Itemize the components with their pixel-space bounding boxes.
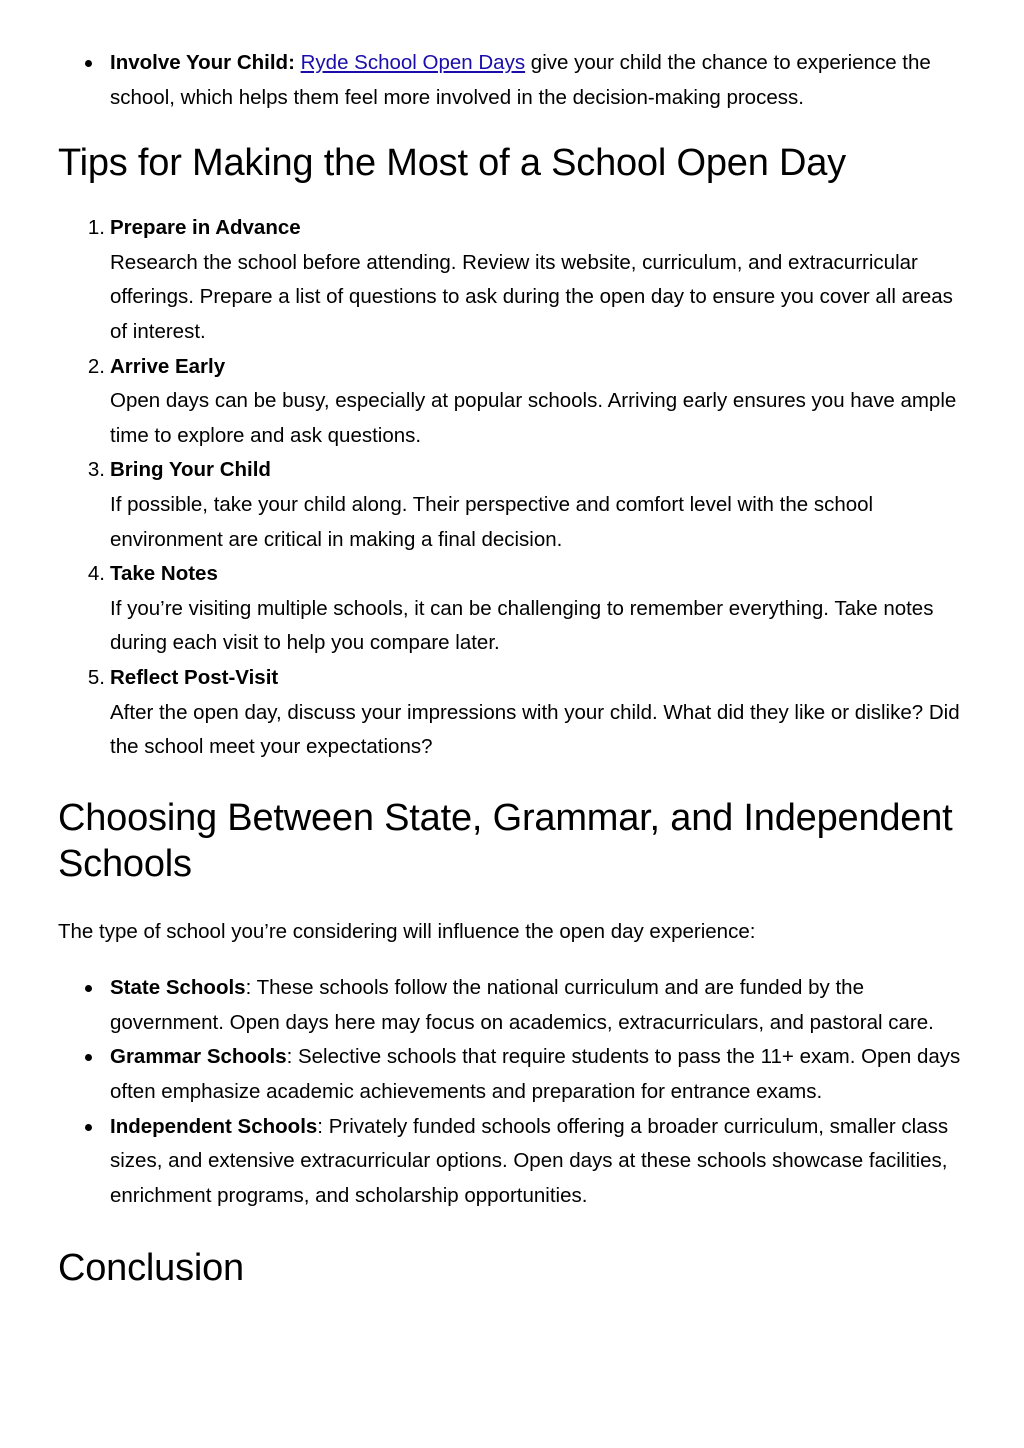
bullet-dot — [85, 985, 92, 992]
tip-item — [58, 453, 970, 557]
tip-item — [58, 661, 970, 765]
choosing-heading-line2: Schools — [58, 842, 192, 885]
bullet-dot — [85, 1124, 92, 1131]
intro-bullet-list — [58, 46, 970, 115]
tip-number: 5. — [87, 665, 105, 689]
tip-text: If you’re visiting multiple schools, it can be challenging to remember everything. Take notes during each visit to help you compare later. — [110, 596, 934, 655]
tip-item — [58, 350, 970, 454]
tip-text: After the open day, discuss your impressions with your child. What did they like or dislike? Did the school meet your expectations? — [110, 700, 960, 759]
list-item — [58, 1110, 970, 1214]
tip-title: Arrive Early — [110, 354, 226, 378]
list-item — [58, 1040, 970, 1109]
school-types-list — [58, 971, 970, 1213]
conclusion-heading: Conclusion — [58, 1247, 244, 1290]
school-type-label: Independent Schools — [110, 1114, 318, 1138]
ryde-open-days-link[interactable]: Ryde School Open Days — [300, 51, 526, 74]
choosing-heading-line1: Choosing Between State, Grammar, and Independent — [58, 796, 953, 839]
bullet-dot — [85, 60, 92, 67]
tip-number: 4. — [87, 562, 105, 586]
tip-title: Bring Your Child — [110, 458, 271, 482]
school-type-text: : Selective schools that require students to pass the 11+ exam. Open days often emphasize academic achievements and preparation for entrance exams. — [110, 1045, 961, 1104]
list-item — [58, 971, 970, 1040]
tips-list — [58, 211, 970, 765]
bullet-label: Involve Your Child: — [110, 51, 295, 74]
tip-number: 2. — [87, 354, 105, 378]
school-type-label: State Schools — [110, 976, 246, 1000]
tip-text: If possible, take your child along. Their perspective and comfort level with the school environment are critical in making a final decision. — [110, 492, 874, 551]
school-type-text: : These schools follow the national curriculum and are funded by the government. Open days here may focus on academics, extracurriculars, and pastoral care. — [110, 976, 934, 1034]
school-type-text: : Privately funded schools offering a broader curriculum, smaller class sizes, and extensive extracurricular options. Open days at these schools showcase facilities, enrichment programs, and scholarship opportunities. — [110, 1114, 949, 1207]
tip-number: 1. — [87, 216, 105, 240]
bullet-dot — [85, 1054, 92, 1061]
school-type-label: Grammar Schools — [110, 1045, 287, 1069]
tip-item — [58, 211, 970, 349]
choosing-intro: The type of school you’re considering will influence the open day experience: — [58, 919, 756, 943]
choosing-heading — [58, 795, 970, 887]
tip-item — [58, 557, 970, 661]
tip-title: Take Notes — [110, 562, 218, 586]
tip-number: 3. — [87, 458, 105, 482]
tip-title: Reflect Post-Visit — [110, 665, 279, 689]
tip-text: Research the school before attending. Review its website, curriculum, and extracurricular offerings. Prepare a list of questions to ask during the open day to ensure you cover all areas of interest. — [110, 250, 953, 343]
list-item — [58, 46, 970, 115]
tip-title: Prepare in Advance — [110, 216, 301, 240]
tip-text: Open days can be busy, especially at popular schools. Arriving early ensures you have ample time to explore and ask questions. — [110, 389, 957, 447]
tips-heading: Tips for Making the Most of a School Open Day — [58, 142, 846, 185]
bullet-text: give your child the chance to experience the school, which helps them feel more involved in the decision-making process. — [110, 51, 931, 109]
